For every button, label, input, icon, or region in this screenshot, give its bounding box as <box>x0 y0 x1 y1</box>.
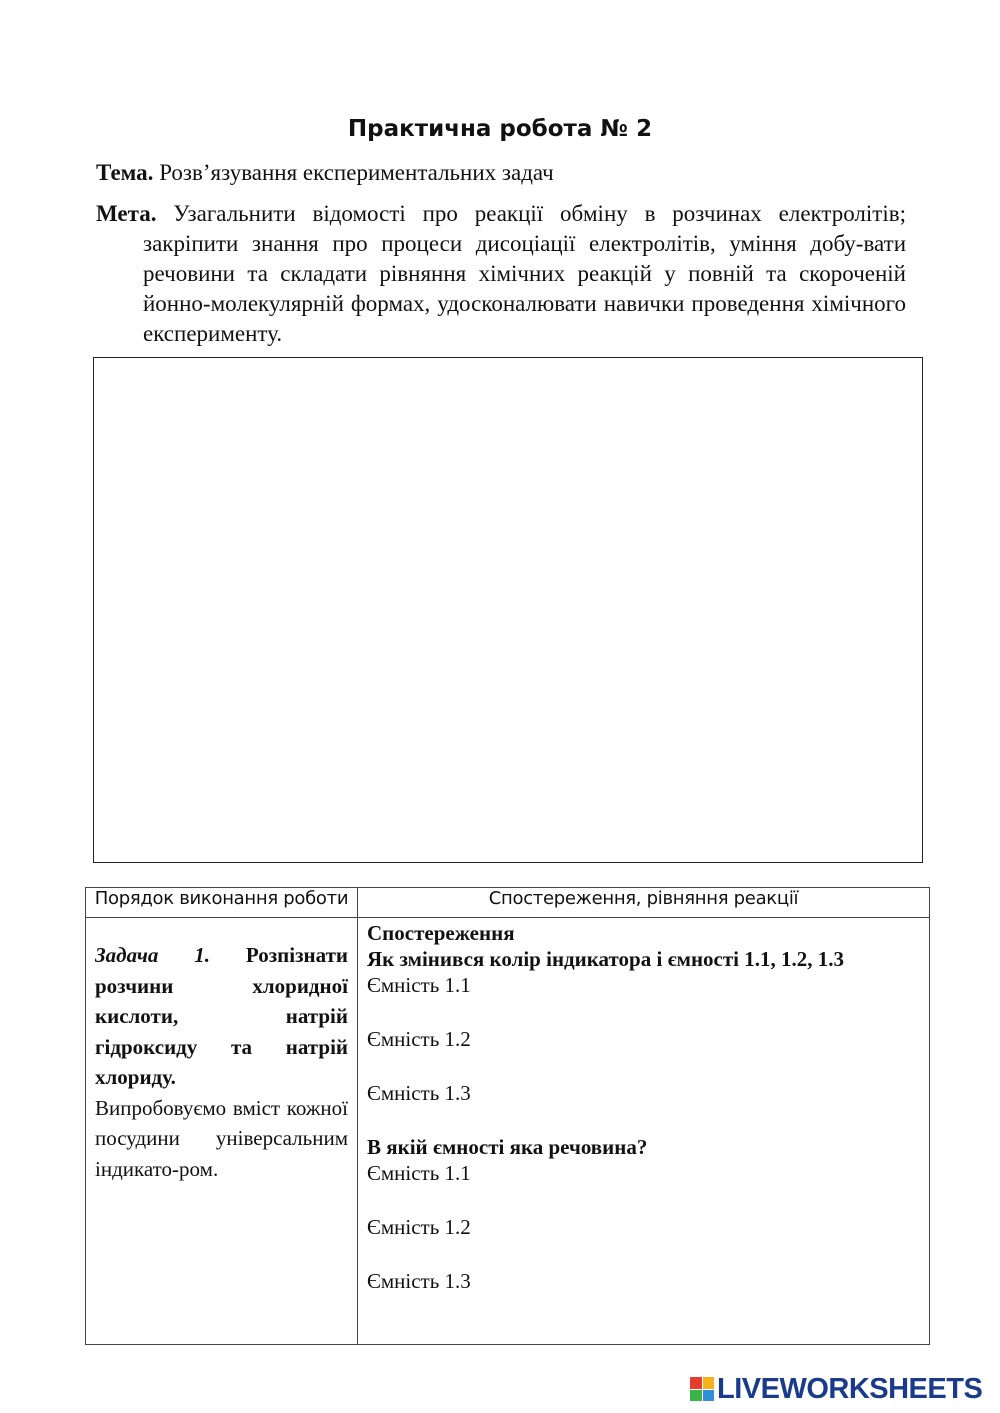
topic-text: Розв’язування експериментальних задач <box>153 160 554 185</box>
container-answer-1-2[interactable]: Ємність 1.2 <box>367 1027 471 1051</box>
task-cell <box>86 918 358 1345</box>
substance-answer-1-1[interactable]: Ємність 1.1 <box>367 1161 471 1185</box>
substance-answer-1-2[interactable]: Ємність 1.2 <box>367 1215 471 1239</box>
task-title: Розпізнати розчини хлоридної кислоти, натрій гідроксиду та натрій хлориду. <box>95 943 348 1089</box>
work-table <box>85 887 930 1345</box>
logo-square-blue <box>703 1390 715 1402</box>
header-procedure: Порядок виконання роботи <box>86 888 358 918</box>
liveworksheets-logo <box>690 1372 983 1405</box>
task-label: Задача 1. <box>95 943 210 967</box>
goal-text: Узагальнити відомості про реакції обміну в розчинах електролітів; закріпити знання про процеси дисоціації електролітів, уміння добу-вати речовини та складати рівняння хімічних реакцій у повній та скороченій йонно-молекулярній формах, удосконалювати навички проведення хімічного експерименту. <box>143 201 906 346</box>
question-which-substance: В якій ємності яка речовина? <box>367 1135 648 1159</box>
logo-square-yellow <box>703 1377 715 1389</box>
goal-label: Мета. <box>96 201 157 226</box>
logo-square-red <box>690 1377 702 1389</box>
container-answer-1-1[interactable]: Ємність 1.1 <box>367 973 471 997</box>
liveworksheets-logo-icon <box>690 1377 714 1401</box>
logo-square-green <box>690 1390 702 1402</box>
topic-line <box>96 158 906 188</box>
header-observations: Спостереження, рівняння реакції <box>358 888 930 918</box>
logo-text: LIVEWORKSHEETS <box>717 1372 983 1405</box>
goal-paragraph <box>96 199 906 349</box>
substance-answer-1-3[interactable]: Ємність 1.3 <box>367 1269 471 1293</box>
observation-cell <box>358 918 930 1345</box>
question-color-change: Як змінився колір індикатора і ємності 1.1, 1.2, 1.3 <box>367 947 845 971</box>
observation-heading: Спостереження <box>367 921 515 945</box>
answer-box[interactable] <box>93 357 923 863</box>
task-text <box>95 940 348 1184</box>
task-body: Випробовуємо вміст кожної посудини універсальним індикато-ром. <box>95 1095 348 1181</box>
page-title: Практична робота № 2 <box>347 116 653 142</box>
container-answer-1-3[interactable]: Ємність 1.3 <box>367 1081 471 1105</box>
topic-label: Тема. <box>96 160 154 185</box>
